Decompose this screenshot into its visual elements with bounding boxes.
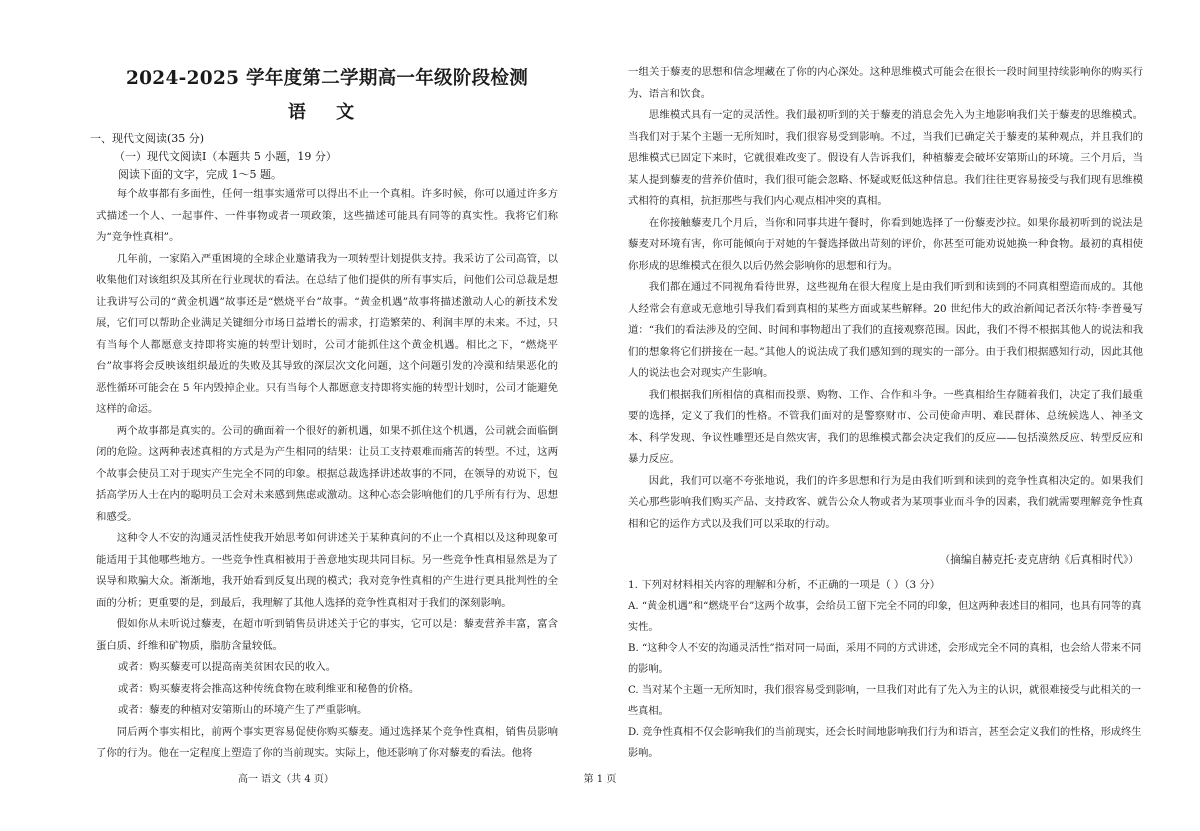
section-heading: 一、现代文阅读(35 分) — [90, 132, 205, 145]
quote-line: 或者：藜麦的种植对安第斯山的环境产生了严重影响。 — [118, 704, 368, 716]
paragraph: 假如你从未听说过藜麦，在超市听到销售员讲述关于它的事实，它可以是：藜麦营养丰富，富含蛋白质、纤维和矿物质，脂肪含量较低。 — [96, 618, 558, 652]
source-citation: （摘编自赫克托·麦克唐纳《后真相时代》） — [939, 554, 1139, 566]
page-number: 第 1 页 — [583, 774, 617, 785]
paragraph: 我们都在通过不同视角看待世界，这些视角在很大程度上是由我们听到和读到的不同真相塑造而成的。其他人经常会有意或无意地引导我们看到真相的某些方面或某些解释。20 世纪伟大的政治新闻记者沃尔特·李普曼写道：“我们的看法涉及的空间、时间和事物超出了我们的直接观察范围。因此，我们不得不根据其他人的说法和我们的想象将它们拼接在一起。”其他人的说法成了我们感知到的现实的一部分。由于我们根据感知行动，因此其他人的说法也会对现实产生影响。 — [628, 281, 1143, 379]
paragraph: 我们根据我们所相信的真相而投票、购物、工作、合作和斗争。一些真相给生存随着我们，决定了我们最重要的选择，定义了我们的性格。不管我们面对的是警察财市、公司使命声明、难民群体、总统候选人、神圣文本、科学发现、争议性雕塑还是自然灾害，我们的思维模式都会决定我们的反应——包括漠然反应、转型反应和暴力反应。 — [628, 388, 1143, 465]
exam-title: 2024-2025 学年度第二学期高一年级阶段检测 — [125, 68, 529, 89]
question-option: B. “这种令人不安的沟通灵活性”指对同一局面，采用不同的方式讲述，会形成完全不同的真相，也会给人带来不同的影响。 — [628, 643, 1142, 675]
paragraph: 在你接触藜麦几个月后，当你和同事共进午餐时，你看到她选择了一份藜麦沙拉。如果你最初听到的说法是藜麦对环境有害，你可能倾向于对她的午餐选择做出苛刻的评价，你甚至可能劝说她换一种食物。最初的真相使你形成的思维模式在很久以后仍然会影响你的思想和行为。 — [628, 216, 1143, 272]
question-option: D. 竞争性真相不仅会影响我们的当前现实，还会长时间地影响我们行为和语言，甚至会定义我们的性格，形成终生影响。 — [628, 727, 1142, 759]
paragraph: 两个故事都是真实的。公司的确面着一个很好的新机遇，如果不抓住这个机遇，公司就会面临倒闭的危险。这两种表述真相的方式是为产生相同的结果：让员工支持艰难而痛苦的转型。不过，这两个故事会使员工对于现实产生完全不同的印象。根据总裁选择讲述故事的不同，在领导的劝说下，包括高学历人士在内的聪明员工会对未来感到焦虑或激动。这种心态会影响他们的几乎所有行为、思想和感受。 — [96, 424, 558, 523]
paragraph: 同后两个事实相比，前两个事实更容易促使你购买藜麦。通过选择某个竞争性真相，销售员影响了你的行为。他在一定程度上塑造了你的当前现实。实际上，他还影响了你对藜麦的看法。他将 — [96, 725, 558, 759]
right-page — [600, 0, 1200, 831]
left-column — [90, 58, 558, 765]
question-option: A. “黄金机遇”和“燃烧平台”这两个故事，会给员工留下完全不同的印象，但这两种表述目的相同，也具有同等的真实性。 — [628, 601, 1142, 633]
paragraph: 几年前，一家陷入严重困境的全球企业邀请我为一项转型计划提供支持。我采访了公司高管，以收集他们对该组织及其所在行业现状的看法。在总结了他们提供的所有事实后，问他们公司总裁是想让我讲写公司的“黄金机遇”故事还是“燃烧平台”故事。“黄金机遇”故事将描述激动人心的新技术发展，它们可以帮助企业满足关键细分市场日益增长的需求，打造繁荣的、利润丰厚的未来。不过，只有当每个人都愿意支持即将实施的转型计划时，公司才能抓住这个黄金机遇。相比之下，“燃烧平台”故事将会反映该组织最近的失败及其导致的深层次文化问题，这个问题引发的冷漠和结果恶化的恶性循环可能会在 5 年内毁掉企业。只有当每个人都愿意支持即将实施的转型计划时，公司才能避免这样的命运。 — [96, 252, 558, 415]
subject-title: 语 文 — [287, 102, 367, 123]
question-option: C. 当对某个主题一无所知时，我们很容易受到影响，一旦我们对此有了先入为主的认识，就很难接受与此相关的一些真相。 — [628, 685, 1142, 717]
paragraph: 因此，我们可以毫不夸张地说，我们的许多思想和行为是由我们听到和读到的竞争性真相决定的。如果我们关心那些影响我们购买产品、支持政客、就告公众人物或者为某项事业而斗争的因素，我们就需要理解竞争性真相和它的运作方式以及我们可以采取的行动。 — [628, 474, 1143, 530]
paragraph: 思维模式具有一定的灵活性。我们最初听到的关于藜麦的消息会先入为主地影响我们关于藜麦的思维模式。当我们对于某个主题一无所知时，我们很容易受到影响。不过，当我们已确定关于藜麦的某种观点，并且我们的思维模式已固定下来时，它就很难改变了。假设有人告诉我们，种植藜麦会破坏安第斯山的环境。三个月后，当某人提到藜麦的营养价值时，我们很可能会忽略、怀疑或贬低这种信息。我们往往更容易接受与我们现有思维模式相符的真相，抗拒那些与我们内心观点相冲突的真相。 — [628, 109, 1143, 207]
paragraph: 一组关于藜麦的思想和信念埋藏在了你的内心深处。这种思维模式可能会在很长一段时间里持续影响你的购买行为、语言和饮食。 — [628, 66, 1143, 100]
quote-line: 或者：购买藜麦可以提高南美贫困农民的收入。 — [118, 661, 337, 673]
paragraph: 这种令人不安的沟通灵活性使我开始思考如何讲述关于某种真问的不止一个真相以及这种现象可能适用于其他哪些地方。一些竞争性真相被用于善意地实现共同目标。另一些竞争性真相显然是为了误导和欺骗大众。渐渐地，我开始看到反复出现的模式；我对竞争性真相的产生进行更具批判性的全面的分析；更重要的是，到最后，我理解了其他人选择的竞争性真相对于我们的深刻影响。 — [96, 532, 558, 609]
paragraph: 每个故事都有多面性，任何一组事实通常可以得出不止一个真相。许多时候，你可以通过许多方式描述一个人、一起事件、一件事物或者一项政策，这些描述可能具有同等的真实性。我将它们称为“竞争性真相”。 — [96, 188, 558, 243]
footer-page-info: 高一 语文（共 4 页） — [238, 774, 334, 785]
instruction: 阅读下面的文字，完成 1～5 题。 — [118, 168, 282, 181]
quote-line: 或者：购买藜麦将会推高这种传统食物在玻利维亚和秘鲁的价格。 — [118, 682, 420, 695]
right-column — [628, 62, 1143, 764]
subsection-heading: （一）现代文阅读Ⅰ（本题共 5 小题，19 分） — [114, 150, 337, 163]
question-stem: 1. 下列对材料相关内容的理解和分析，不正确的一项是（ ）（3 分） — [628, 579, 941, 591]
